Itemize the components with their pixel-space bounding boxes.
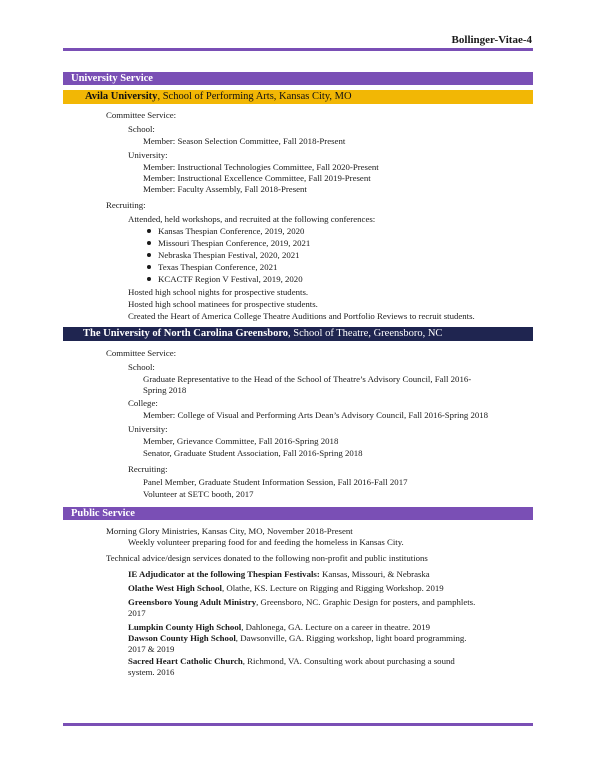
list-item: IE Adjudicator at the following Thespian Festivals: Kansas, Missouri, & Nebraska: [128, 569, 430, 579]
list-item: Graduate Representative to the Head of the School of Theatre’s Advisory Council, Fall 2016-: [143, 374, 472, 384]
list-item: 2017 & 2019: [128, 644, 175, 654]
list-item: Nebraska Thespian Festival, 2020, 2021: [147, 250, 300, 261]
bullet-icon: [147, 265, 151, 269]
recruiting-label: Recruiting:: [128, 464, 168, 474]
list-item: Member: Instructional Technologies Committee, Fall 2020-Present: [143, 162, 379, 172]
service-entry: Morning Glory Ministries, Kansas City, MO, November 2018-Present: [106, 526, 353, 536]
institution-name: The University of North Carolina Greensboro: [83, 328, 289, 339]
list-item: Dawson County High School, Dawsonville, GA. Rigging workshop, light board programming.: [128, 633, 467, 643]
list-item: KCACTF Region V Festival, 2019, 2020: [147, 274, 303, 285]
bullet-icon: [147, 241, 151, 245]
bullet-icon: [147, 277, 151, 281]
list-item: Senator, Graduate Student Association, Fall 2016-Spring 2018: [143, 448, 363, 458]
school-label: School:: [128, 124, 155, 134]
institution-detail: , School of Theatre, Greensboro, NC: [288, 328, 443, 339]
committee-label: Committee Service:: [106, 110, 177, 120]
committee-label: Committee Service:: [106, 348, 177, 358]
list-item: Member: Season Selection Committee, Fall 2018-Present: [143, 136, 346, 146]
list-item: Missouri Thespian Conference, 2019, 2021: [147, 238, 310, 249]
section-heading-university-service: University Service: [63, 72, 533, 85]
university-label: University:: [128, 424, 168, 434]
list-item: Panel Member, Graduate Student Information Session, Fall 2016-Fall 2017: [143, 477, 408, 487]
recruiting-intro: Attended, held workshops, and recruited at the following conferences:: [128, 214, 376, 224]
tech-intro: Technical advice/design services donated to the following non-profit and public institutions: [106, 553, 428, 563]
college-label: College:: [128, 398, 158, 408]
service-description: Weekly volunteer preparing food for and feeding the homeless in Kansas City.: [128, 537, 404, 547]
school-label: School:: [128, 362, 155, 372]
recruiting-label: Recruiting:: [106, 200, 146, 210]
bullet-icon: [147, 253, 151, 257]
list-item: Olathe West High School, Olathe, KS. Lecture on Rigging and Rigging Workshop. 2019: [128, 583, 444, 593]
list-item: Hosted high school matinees for prospective students.: [128, 299, 318, 309]
list-item: Member: College of Visual and Performing Arts Dean’s Advisory Council, Fall 2016-Spring 2018: [143, 410, 489, 420]
list-item: Lumpkin County High School, Dahlonega, GA. Lecture on a career in theatre. 2019: [128, 622, 430, 632]
page-header: Bollinger-Vitae-4: [451, 34, 532, 46]
section-heading-public-service: Public Service: [63, 507, 533, 520]
list-item: Hosted high school nights for prospective students.: [128, 287, 309, 297]
list-item: 2017: [128, 608, 146, 618]
list-item: Kansas Thespian Conference, 2019, 2020: [147, 226, 304, 237]
footer-rule: [63, 723, 533, 726]
list-item: Created the Heart of America College Theatre Auditions and Portfolio Reviews to recruit students.: [128, 311, 475, 321]
institution-name: Avila University: [85, 91, 158, 102]
list-item: Texas Thespian Conference, 2021: [147, 262, 277, 273]
list-item: Member: Instructional Excellence Committee, Fall 2019-Present: [143, 173, 371, 183]
university-label: University:: [128, 150, 168, 160]
list-item: Member: Faculty Assembly, Fall 2018-Present: [143, 184, 307, 194]
list-item: Sacred Heart Catholic Church, Richmond, VA. Consulting work about purchasing a sound: [128, 656, 455, 666]
list-item: Volunteer at SETC booth, 2017: [143, 489, 254, 499]
bullet-icon: [147, 229, 151, 233]
list-item: Greensboro Young Adult Ministry, Greensboro, NC. Graphic Design for posters, and pamphlets.: [128, 597, 476, 607]
institution-bar-avila: [63, 90, 533, 104]
list-item: Member, Grievance Committee, Fall 2016-Spring 2018: [143, 436, 339, 446]
list-item: Spring 2018: [143, 385, 187, 395]
institution-bar-uncg: [63, 327, 533, 341]
list-item: system. 2016: [128, 667, 175, 677]
header-rule: [63, 48, 533, 51]
institution-detail: , School of Performing Arts, Kansas City, MO: [157, 91, 352, 102]
